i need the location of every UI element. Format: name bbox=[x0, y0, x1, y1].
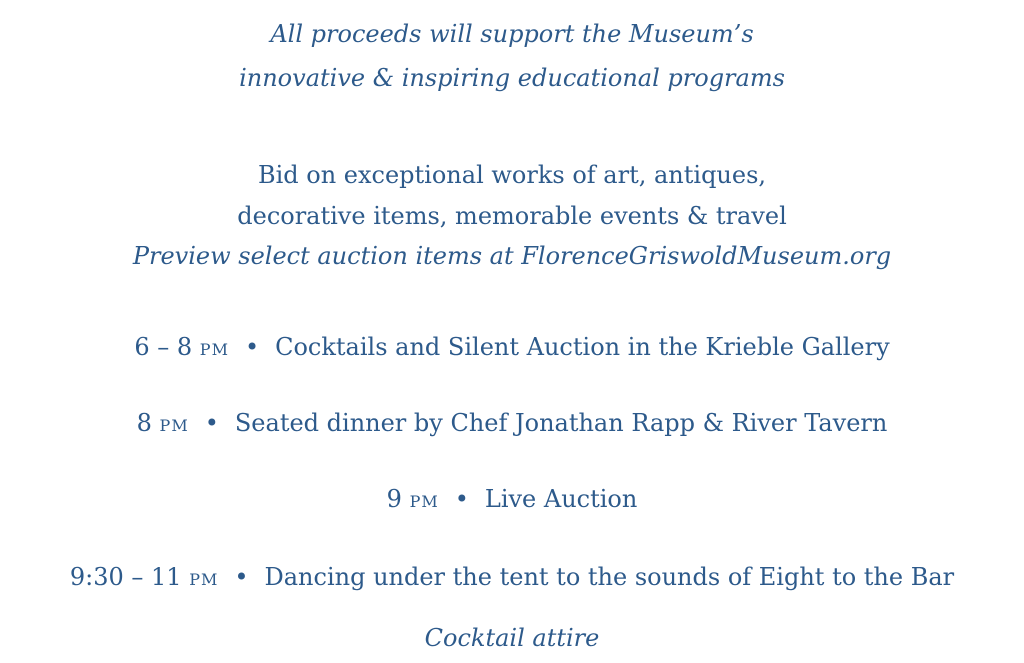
schedule-event: Cocktails and Silent Auction in the Krieble Gallery bbox=[275, 333, 890, 361]
bullet-separator: • bbox=[244, 333, 260, 361]
proceeds-line-2: innovative & inspiring educational programs bbox=[239, 64, 785, 92]
schedule-event: Seated dinner by Chef Jonathan Rapp & River Tavern bbox=[234, 409, 888, 437]
schedule-time-suffix: PM bbox=[189, 570, 219, 589]
schedule-time-suffix: PM bbox=[159, 416, 189, 435]
bullet-separator: • bbox=[234, 563, 249, 591]
schedule-time: 8 bbox=[136, 409, 152, 437]
bid-line-1: Bid on exceptional works of art, antiques, bbox=[257, 161, 767, 189]
schedule-item bbox=[0, 487, 1024, 511]
preview-link-text: Preview select auction items at FlorenceGriswoldMuseum.org bbox=[132, 242, 892, 270]
attire-note: Cocktail attire bbox=[424, 624, 600, 652]
schedule-item bbox=[0, 565, 1024, 589]
bullet-separator: • bbox=[454, 485, 469, 513]
schedule-time: 9:30 – 11 bbox=[69, 563, 182, 591]
bullet-separator: • bbox=[204, 409, 219, 437]
schedule-event: Live Auction bbox=[484, 485, 638, 513]
schedule-time-suffix: PM bbox=[199, 340, 229, 359]
proceeds-line-1: All proceeds will support the Museum’s bbox=[270, 20, 754, 48]
schedule-item bbox=[0, 411, 1024, 435]
schedule-time: 9 bbox=[386, 485, 402, 513]
schedule-event: Dancing under the tent to the sounds of Eight to the Bar bbox=[264, 563, 955, 591]
bid-line-2: decorative items, memorable events & travel bbox=[237, 202, 787, 230]
schedule-time-suffix: PM bbox=[409, 492, 439, 511]
schedule-time: 6 – 8 bbox=[134, 333, 193, 361]
schedule-item bbox=[0, 335, 1024, 359]
